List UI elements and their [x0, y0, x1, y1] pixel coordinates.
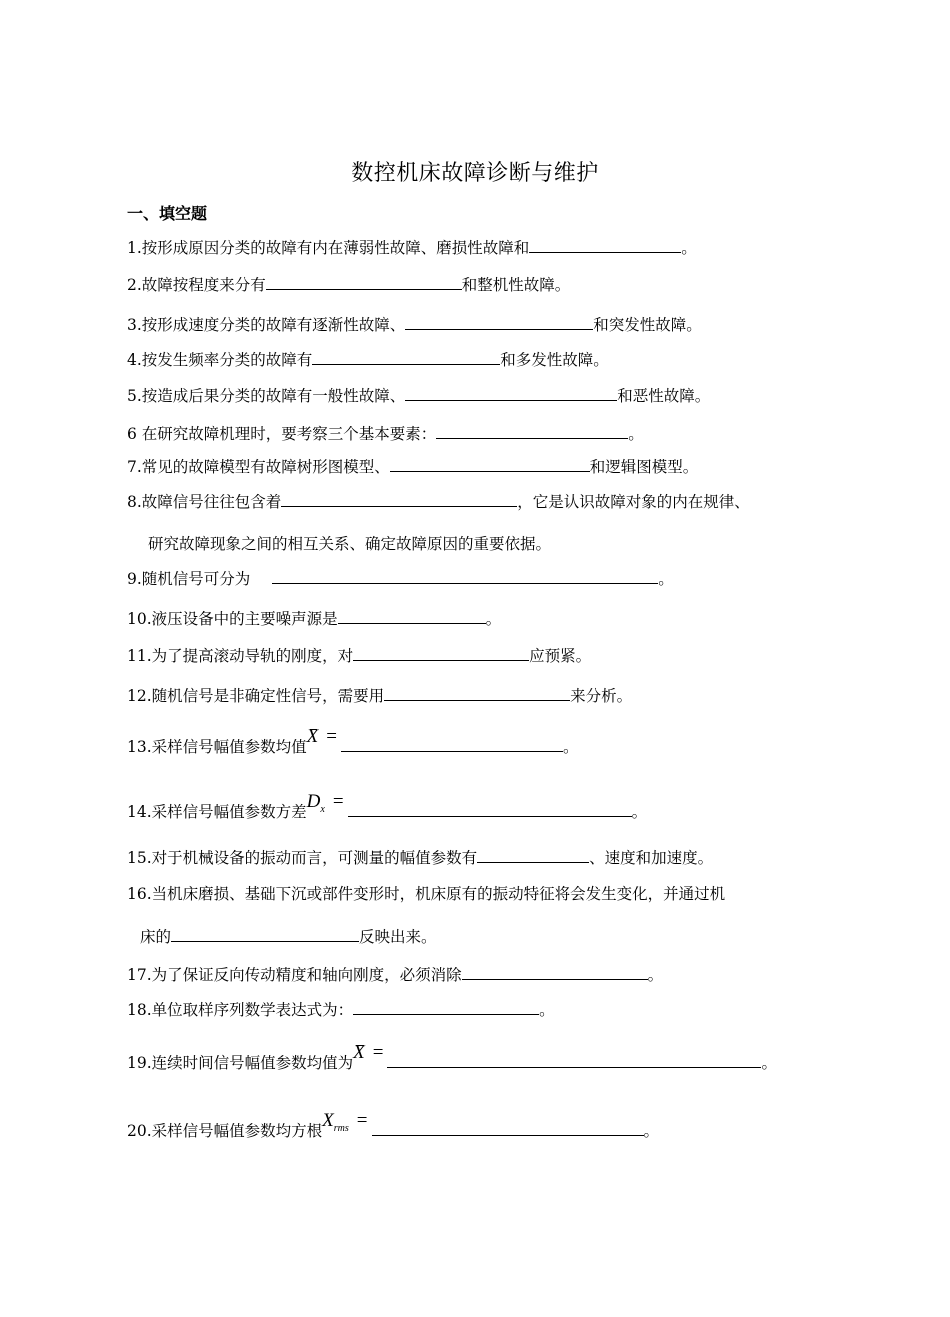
question-16 — [127, 884, 725, 904]
question-16-continuation — [140, 927, 437, 947]
question-suffix: ，它是认识故障对象的内在规律、 — [517, 493, 750, 511]
question-text: 12.随机信号是非确定性信号，需要用 — [127, 687, 385, 705]
question-14 — [127, 791, 648, 825]
question-text: 17.为了保证反向传动精度和轴向刚度，必须消除 — [127, 966, 462, 984]
answer-blank[interactable] — [348, 802, 632, 817]
question-text: 5.按造成后果分类的故障有一般性故障、 — [127, 387, 406, 405]
question-3 — [127, 315, 702, 335]
question-suffix: 。 — [647, 966, 664, 984]
question-suffix: 。 — [761, 1054, 777, 1072]
question-7 — [127, 457, 698, 477]
question-17 — [127, 965, 663, 985]
question-9 — [127, 569, 674, 589]
question-text: 16.当机床磨损、基础下沉或部件变形时，机床原有的振动特征将会发生变化，并通过机 — [127, 885, 726, 903]
answer-blank[interactable] — [372, 1121, 644, 1136]
page-title: 数控机床故障诊断与维护 — [351, 161, 599, 186]
answer-blank[interactable] — [272, 569, 658, 584]
answer-blank[interactable] — [384, 686, 570, 701]
answer-blank[interactable] — [405, 386, 617, 401]
question-12 — [127, 686, 632, 706]
question-10 — [127, 609, 501, 629]
question-text: 9.随机信号可分为 — [127, 570, 251, 588]
answer-blank[interactable] — [405, 315, 593, 330]
question-text: 1.按形成原因分类的故障有内在薄弱性故障、磨损性故障和 — [127, 239, 530, 257]
question-text: 14.采样信号幅值参数方差 — [127, 803, 307, 821]
answer-blank[interactable] — [477, 848, 589, 863]
question-4 — [127, 350, 609, 370]
answer-blank[interactable] — [266, 275, 462, 290]
question-text: 11.为了提高滚动导轨的刚度，对 — [127, 647, 354, 665]
answer-blank[interactable] — [281, 492, 517, 507]
question-suffix: 。 — [628, 425, 644, 443]
question-text: 20.采样信号幅值参数均方根 — [127, 1122, 323, 1140]
question-suffix: 。 — [643, 1122, 660, 1140]
question-text: 6 在研究故障机理时，要考察三个基本要素： — [127, 425, 437, 443]
question-suffix: 、速度和加速度。 — [589, 849, 714, 867]
answer-blank[interactable] — [171, 927, 359, 942]
answer-blank[interactable] — [436, 424, 628, 439]
question-13 — [127, 726, 579, 760]
question-suffix: 。 — [562, 738, 579, 756]
answer-blank[interactable] — [390, 457, 590, 472]
question-suffix: 。 — [658, 570, 674, 588]
question-1 — [127, 238, 697, 258]
question-11 — [127, 646, 591, 666]
question-text: 15.对于机械设备的振动而言，可测量的幅值参数有 — [127, 849, 478, 867]
question-text: 研究故障现象之间的相互关系、确定故障原因的重要依据。 — [148, 535, 552, 553]
question-2 — [127, 275, 570, 295]
question-suffix: 和突发性故障。 — [593, 316, 702, 334]
question-text: 床的 — [140, 928, 172, 946]
question-text: 7.常见的故障模型有故障树形图模型、 — [127, 458, 390, 476]
question-20 — [127, 1110, 660, 1144]
question-text: 18.单位取样序列数学表达式为： — [127, 1001, 354, 1019]
mean-symbol: X = — [306, 726, 337, 747]
question-5 — [127, 386, 710, 406]
answer-blank[interactable] — [353, 1000, 539, 1015]
question-suffix: 。 — [631, 803, 648, 821]
question-text: 3.按形成速度分类的故障有逐渐性故障、 — [127, 316, 406, 334]
question-suffix: 和整机性故障。 — [461, 276, 571, 294]
question-8-continuation — [148, 534, 551, 554]
answer-blank[interactable] — [529, 238, 681, 253]
question-6 — [127, 424, 644, 444]
variance-symbol: $D_x$ = — [306, 791, 344, 815]
question-text: 19.连续时间信号幅值参数均值为 — [127, 1054, 354, 1072]
question-suffix: 。 — [539, 1001, 555, 1019]
answer-blank[interactable] — [341, 737, 563, 752]
answer-blank[interactable] — [353, 646, 529, 661]
question-suffix: 。 — [681, 239, 697, 257]
rms-symbol: $X_{rms}$ = — [322, 1110, 368, 1134]
question-suffix: 来分析。 — [570, 687, 633, 705]
answer-blank[interactable] — [462, 965, 648, 980]
mean-symbol: X = — [353, 1042, 384, 1063]
question-18 — [127, 1000, 555, 1020]
question-8 — [127, 492, 750, 512]
question-19 — [127, 1042, 777, 1076]
question-15 — [127, 848, 713, 868]
question-suffix: 和逻辑图模型。 — [589, 458, 699, 476]
question-suffix: 和多发性故障。 — [500, 351, 609, 369]
answer-blank[interactable] — [338, 609, 486, 624]
section-heading: 一、填空题 — [127, 204, 208, 223]
question-suffix: 和恶性故障。 — [617, 387, 711, 405]
answer-blank[interactable] — [387, 1053, 761, 1068]
question-suffix: 反映出来。 — [359, 928, 437, 946]
question-text: 4.按发生频率分类的故障有 — [127, 351, 313, 369]
question-text: 13.采样信号幅值参数均值 — [127, 738, 307, 756]
question-text: 8.故障信号往往包含着 — [127, 493, 282, 511]
answer-blank[interactable] — [312, 350, 500, 365]
question-text: 10.液压设备中的主要噪声源是 — [127, 610, 338, 628]
question-suffix: 。 — [485, 610, 502, 628]
question-suffix: 应预紧。 — [529, 647, 592, 665]
question-text: 2.故障按程度来分有 — [127, 276, 266, 294]
